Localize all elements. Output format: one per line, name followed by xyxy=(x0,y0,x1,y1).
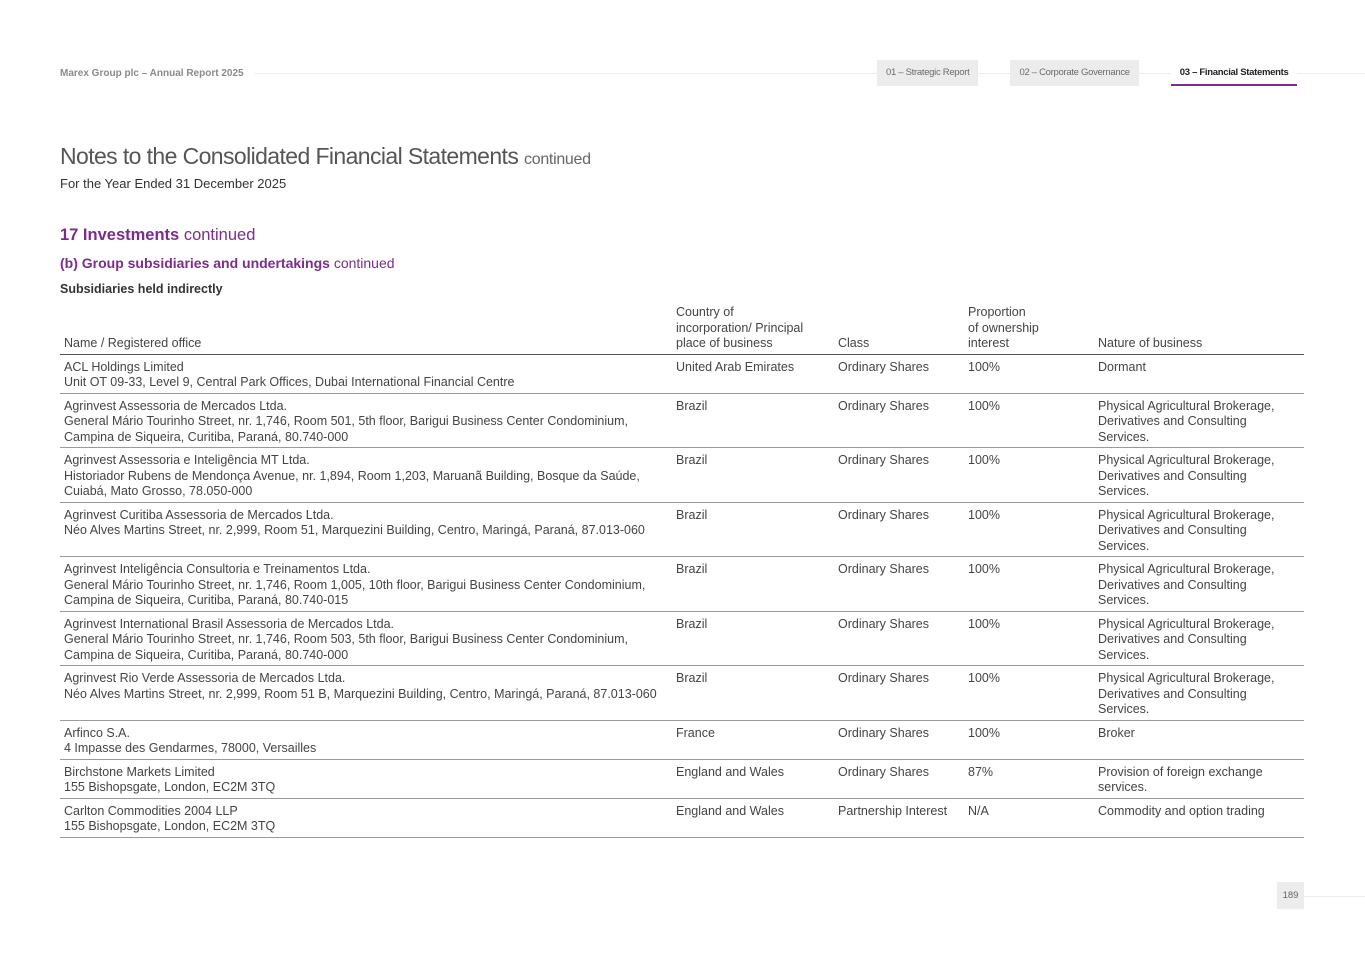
header-country-line: Country of xyxy=(676,305,734,319)
table-row xyxy=(60,354,1304,393)
cell-name-office xyxy=(60,759,672,798)
subsection-title-suffix: continued xyxy=(333,255,395,271)
registered-office: 155 Bishopsgate, London, EC2M 3TQ xyxy=(64,819,276,833)
entity-name: Carlton Commodities 2004 LLP xyxy=(64,803,238,818)
header-country-line: incorporation/ Principal xyxy=(676,320,804,335)
cell-nature: Physical Agricultural Brokerage, Derivatives and Consulting Services. xyxy=(1094,502,1304,557)
entity-name: Agrinvest Assessoria e Inteligência MT Ltda. xyxy=(64,453,310,467)
cell-name-office xyxy=(60,798,672,837)
cell-name-office xyxy=(60,354,672,393)
header-country xyxy=(672,305,834,354)
cell-country: England and Wales xyxy=(672,759,834,798)
registered-office: 4 Impasse des Gendarmes, 78000, Versailles xyxy=(64,741,317,755)
entity-name: ACL Holdings Limited xyxy=(64,359,184,374)
cell-country: Brazil xyxy=(672,611,834,666)
cell-class: Ordinary Shares xyxy=(834,557,964,612)
cell-nature: Physical Agricultural Brokerage, Derivatives and Consulting Services. xyxy=(1094,393,1304,448)
cell-nature: Broker xyxy=(1094,720,1304,759)
cell-class: Ordinary Shares xyxy=(834,666,964,721)
page-title xyxy=(60,143,591,170)
header-proportion xyxy=(964,305,1094,354)
subsection-title xyxy=(60,255,395,271)
cell-class: Ordinary Shares xyxy=(834,720,964,759)
registered-office: General Mário Tourinho Street, nr. 1,746, Room 503, 5th floor, Barigui Business Center Condominium, Campina de Siqueira, Curitiba, Paraná, 80.740-000 xyxy=(64,632,628,662)
cell-country: England and Wales xyxy=(672,798,834,837)
registered-office: 155 Bishopsgate, London, EC2M 3TQ xyxy=(64,780,276,794)
cell-class: Ordinary Shares xyxy=(834,393,964,448)
cell-proportion: 87% xyxy=(964,759,1094,798)
cell-proportion: 100% xyxy=(964,611,1094,666)
cell-country: Brazil xyxy=(672,448,834,503)
table-row xyxy=(60,393,1304,448)
registered-office: Unit OT 09-33, Level 9, Central Park Offices, Dubai International Financial Centre xyxy=(64,375,515,389)
table-row xyxy=(60,759,1304,798)
registered-office: Néo Alves Martins Street, nr. 2,999, Room 51, Marquezini Building, Centro, Maringá, Paraná, 87.013-060 xyxy=(64,523,645,537)
cell-name-office xyxy=(60,448,672,503)
cell-country: Brazil xyxy=(672,557,834,612)
registered-office: Historiador Rubens de Mendonça Avenue, nr. 1,894, Room 1,203, Maruanã Building, Bosque da Saúde, Cuiabá, Mato Grosso, 78.050-000 xyxy=(64,468,640,498)
report-title: Marex Group plc – Annual Report 2025 xyxy=(60,68,250,79)
header-proportion-line: interest xyxy=(968,336,1009,350)
cell-proportion: 100% xyxy=(964,502,1094,557)
section-title xyxy=(60,226,255,245)
page-title-text: Notes to the Consolidated Financial Statements xyxy=(60,143,519,169)
cell-nature: Physical Agricultural Brokerage, Derivatives and Consulting Services. xyxy=(1094,557,1304,612)
table-row xyxy=(60,798,1304,837)
tab-corporate-governance[interactable]: 02 – Corporate Governance xyxy=(1010,60,1138,86)
cell-nature: Physical Agricultural Brokerage, Derivatives and Consulting Services. xyxy=(1094,666,1304,721)
cell-proportion: 100% xyxy=(964,557,1094,612)
section-nav xyxy=(877,60,1297,86)
cell-name-office xyxy=(60,557,672,612)
subsection-title-text: (b) Group subsidiaries and undertakings xyxy=(60,255,330,271)
tab-financial-statements[interactable]: 03 – Financial Statements xyxy=(1171,60,1298,86)
table-row xyxy=(60,720,1304,759)
subsidiaries-table xyxy=(60,305,1304,838)
page-subtitle: For the Year Ended 31 December 2025 xyxy=(60,176,287,191)
cell-nature: Physical Agricultural Brokerage, Derivatives and Consulting Services. xyxy=(1094,448,1304,503)
cell-class: Ordinary Shares xyxy=(834,759,964,798)
entity-name: Birchstone Markets Limited xyxy=(64,764,215,779)
table-row xyxy=(60,448,1304,503)
cell-proportion: 100% xyxy=(964,354,1094,393)
tab-strategic-report[interactable]: 01 – Strategic Report xyxy=(877,60,978,86)
header-nature: Nature of business xyxy=(1094,305,1304,354)
cell-name-office xyxy=(60,502,672,557)
cell-class: Ordinary Shares xyxy=(834,448,964,503)
page-number: 189 xyxy=(1277,882,1304,909)
cell-name-office xyxy=(60,393,672,448)
entity-name: Agrinvest Rio Verde Assessoria de Mercados Ltda. xyxy=(64,671,346,685)
entity-name: Arfinco S.A. xyxy=(64,725,130,740)
cell-class: Partnership Interest xyxy=(834,798,964,837)
cell-nature: Physical Agricultural Brokerage, Derivatives and Consulting Services. xyxy=(1094,611,1304,666)
registered-office: Néo Alves Martins Street, nr. 2,999, Room 51 B, Marquezini Building, Centro, Maringá, Paraná, 87.013-060 xyxy=(64,686,657,701)
cell-class: Ordinary Shares xyxy=(834,611,964,666)
cell-nature: Dormant xyxy=(1094,354,1304,393)
table-row xyxy=(60,502,1304,557)
registered-office: General Mário Tourinho Street, nr. 1,746, Room 1,005, 10th floor, Barigui Business Center Condominium, Campina de Siqueira, Curitiba, Paraná, 80.740-015 xyxy=(64,577,646,607)
cell-proportion: 100% xyxy=(964,720,1094,759)
entity-name: Agrinvest Inteligência Consultoria e Treinamentos Ltda. xyxy=(64,562,371,576)
cell-class: Ordinary Shares xyxy=(834,502,964,557)
header-country-line: place of business xyxy=(676,336,773,350)
header-class: Class xyxy=(834,305,964,354)
cell-name-office xyxy=(60,720,672,759)
cell-class: Ordinary Shares xyxy=(834,354,964,393)
header-name: Name / Registered office xyxy=(60,305,672,354)
table-row xyxy=(60,611,1304,666)
section-title-text: 17 Investments xyxy=(60,226,180,244)
cell-country: Brazil xyxy=(672,393,834,448)
table-row xyxy=(60,557,1304,612)
page-title-suffix: continued xyxy=(524,151,591,168)
registered-office: General Mário Tourinho Street, nr. 1,746, Room 501, 5th floor, Barigui Business Center Condominium, Campina de Siqueira, Curitiba, Paraná, 80.740-000 xyxy=(64,414,628,444)
cell-nature: Commodity and option trading xyxy=(1094,798,1304,837)
table-caption: Subsidiaries held indirectly xyxy=(60,282,223,296)
entity-name: Agrinvest International Brasil Assessoria de Mercados Ltda. xyxy=(64,616,395,631)
cell-country: United Arab Emirates xyxy=(672,354,834,393)
cell-name-office xyxy=(60,611,672,666)
entity-name: Agrinvest Assessoria de Mercados Ltda. xyxy=(64,398,288,413)
cell-nature: Provision of foreign exchange services. xyxy=(1094,759,1304,798)
cell-country: France xyxy=(672,720,834,759)
entity-name: Agrinvest Curitiba Assessoria de Mercados Ltda. xyxy=(64,507,334,522)
cell-proportion: 100% xyxy=(964,448,1094,503)
table-header-row xyxy=(60,305,1304,354)
footer-rule xyxy=(1304,896,1365,897)
cell-name-office xyxy=(60,666,672,721)
cell-country: Brazil xyxy=(672,666,834,721)
cell-country: Brazil xyxy=(672,502,834,557)
header-proportion-line: Proportion xyxy=(968,305,1026,319)
section-title-suffix: continued xyxy=(183,226,256,244)
table-body xyxy=(60,354,1304,837)
header-proportion-line: of ownership xyxy=(968,320,1039,335)
table-row xyxy=(60,666,1304,721)
cell-proportion: 100% xyxy=(964,393,1094,448)
cell-proportion: 100% xyxy=(964,666,1094,721)
cell-proportion: N/A xyxy=(964,798,1094,837)
